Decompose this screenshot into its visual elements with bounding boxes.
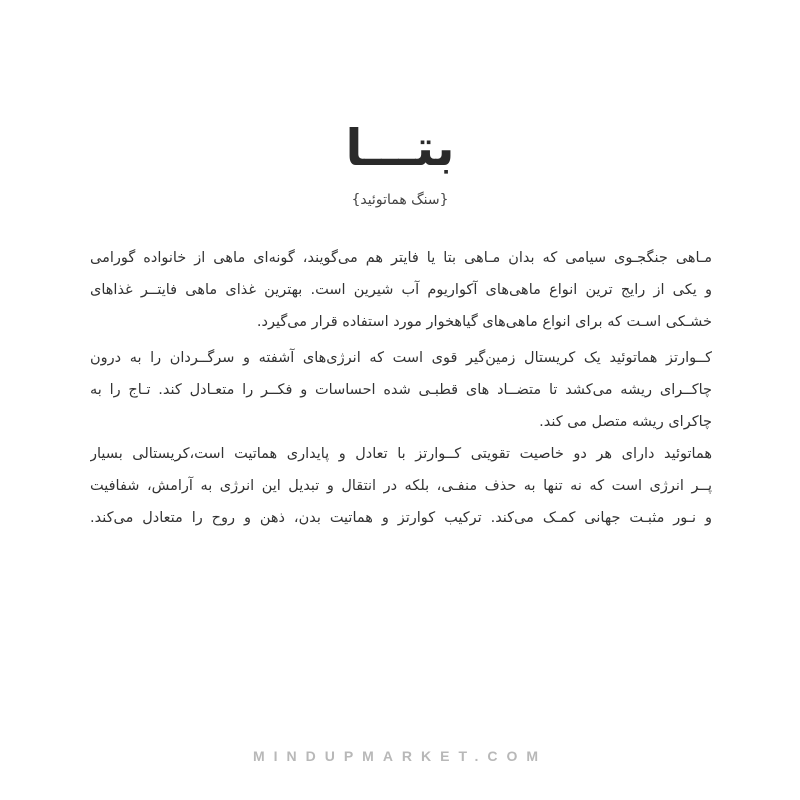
text-line: چاکــرای ریشه می‌کشد تا متضــاد های قطبـی شده احساسات و فکــر را متعـادل کند. تـاج را به: [90, 382, 712, 398]
text-line: مـاهی جنگجـوی سیامی که بدان مـاهی بتا یا فایتر هم می‌گویند، گونه‌ای ماهی از خانواده گورامی: [90, 250, 712, 266]
text-line: چاکرای ریشه متصل می کند.: [539, 414, 712, 430]
text-line: هماتوئید دارای هر دو خاصیت تقویتی کــوارتز با تعادل و پایداری هماتیت است،کریستالی بسیار: [90, 446, 712, 462]
page-subtitle: {سنگ هماتوئید}: [351, 192, 449, 208]
footer-website: MINDUPMARKET.COM: [252, 748, 548, 764]
paragraph-betta: [90, 242, 712, 338]
page-title: بتـــا: [345, 119, 455, 177]
text-line: و یکی از رایج ترین انواع ماهی‌های آکواریوم آب شیرین است. بهترین غذای ماهی فایتــر غذاهای: [90, 282, 712, 298]
text-line: خشـکی اسـت که برای انواع ماهی‌های گیاهخوار مورد استفاده قرار می‌گیرد.: [256, 314, 712, 330]
text-line: پــر انرژی است که نه تنها به حذف منفـی، بلکه در انتقال و تبدیل این انرژی به آرامش، شفافیت: [90, 478, 712, 494]
text-line: و نـور مثبـت جهانی کمـک می‌کند. ترکیب کوارتز و هماتیت بدن، ذهن و روح را متعادل می‌کند.: [90, 510, 712, 526]
text-line: کــوارتز هماتوئید یک کریستال زمین‌گیر قوی است که انرژی‌های آشفته و سرگــردان را به درون: [90, 350, 712, 366]
paragraph-hematoid: [90, 342, 712, 534]
